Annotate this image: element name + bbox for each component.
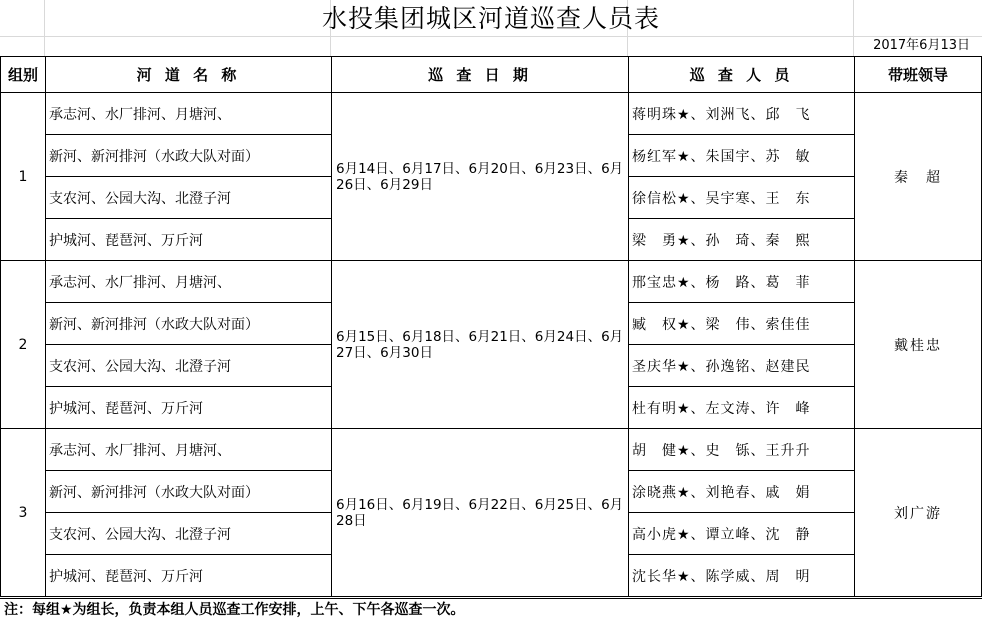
people-cell: 胡 健★、史 铄、王升升 xyxy=(629,429,855,471)
people-cell: 梁 勇★、孙 琦、秦 熙 xyxy=(629,219,855,261)
river-cell: 新河、新河排河（水政大队对面） xyxy=(46,471,332,513)
river-cell: 护城河、琵琶河、万斤河 xyxy=(46,555,332,597)
river-cell: 新河、新河排河（水政大队对面） xyxy=(46,135,332,177)
people-cell: 臧 权★、梁 伟、索佳佳 xyxy=(629,303,855,345)
table-row xyxy=(1,261,982,303)
dates-cell: 6月14日、6月17日、6月20日、6月23日、6月26日、6月29日 xyxy=(332,93,629,261)
river-cell: 护城河、琵琶河、万斤河 xyxy=(46,387,332,429)
people-cell: 圣庆华★、孙逸铭、赵建民 xyxy=(629,345,855,387)
river-cell: 支农河、公园大沟、北澄子河 xyxy=(46,177,332,219)
header-river: 河 道 名 称 xyxy=(46,57,332,93)
people-cell: 杨红军★、朱国宇、苏 敏 xyxy=(629,135,855,177)
leader-cell: 刘广游 xyxy=(855,429,982,597)
river-cell: 承志河、水厂排河、月塘河、 xyxy=(46,261,332,303)
header-group: 组别 xyxy=(1,57,46,93)
document-date: 2017年6月13日 xyxy=(873,38,970,53)
leader-cell: 戴桂忠 xyxy=(855,261,982,429)
page-title: 水投集团城区河道巡查人员表 xyxy=(321,4,660,33)
river-cell: 承志河、水厂排河、月塘河、 xyxy=(46,429,332,471)
patrol-table xyxy=(0,56,982,597)
gridline xyxy=(0,36,982,37)
footnote: 注：每组★为组长，负责本组人员巡查工作安排，上午、下午各巡查一次。 xyxy=(0,598,982,622)
table-row xyxy=(1,429,982,471)
river-cell: 支农河、公园大沟、北澄子河 xyxy=(46,513,332,555)
river-cell: 支农河、公园大沟、北澄子河 xyxy=(46,345,332,387)
header-people: 巡 查 人 员 xyxy=(629,57,855,93)
people-cell: 涂晓燕★、刘艳春、戚 娟 xyxy=(629,471,855,513)
dates-cell: 6月15日、6月18日、6月21日、6月24日、6月27日、6月30日 xyxy=(332,261,629,429)
people-cell: 高小虎★、谭立峰、沈 静 xyxy=(629,513,855,555)
people-cell: 邢宝忠★、杨 路、葛 菲 xyxy=(629,261,855,303)
river-cell: 新河、新河排河（水政大队对面） xyxy=(46,303,332,345)
group-id-cell: 3 xyxy=(1,429,46,597)
table-row xyxy=(1,93,982,135)
people-cell: 杜有明★、左文涛、许 峰 xyxy=(629,387,855,429)
people-cell: 蒋明珠★、刘洲飞、邱 飞 xyxy=(629,93,855,135)
header-dates: 巡 查 日 期 xyxy=(332,57,629,93)
leader-cell: 秦 超 xyxy=(855,93,982,261)
river-cell: 护城河、琵琶河、万斤河 xyxy=(46,219,332,261)
group-id-cell: 1 xyxy=(1,93,46,261)
people-cell: 沈长华★、陈学威、周 明 xyxy=(629,555,855,597)
dates-cell: 6月16日、6月19日、6月22日、6月25日、6月28日 xyxy=(332,429,629,597)
header-row xyxy=(1,57,982,93)
river-cell: 承志河、水厂排河、月塘河、 xyxy=(46,93,332,135)
header-leader: 带班领导 xyxy=(855,57,982,93)
people-cell: 徐信松★、吴宇寒、王 东 xyxy=(629,177,855,219)
group-id-cell: 2 xyxy=(1,261,46,429)
